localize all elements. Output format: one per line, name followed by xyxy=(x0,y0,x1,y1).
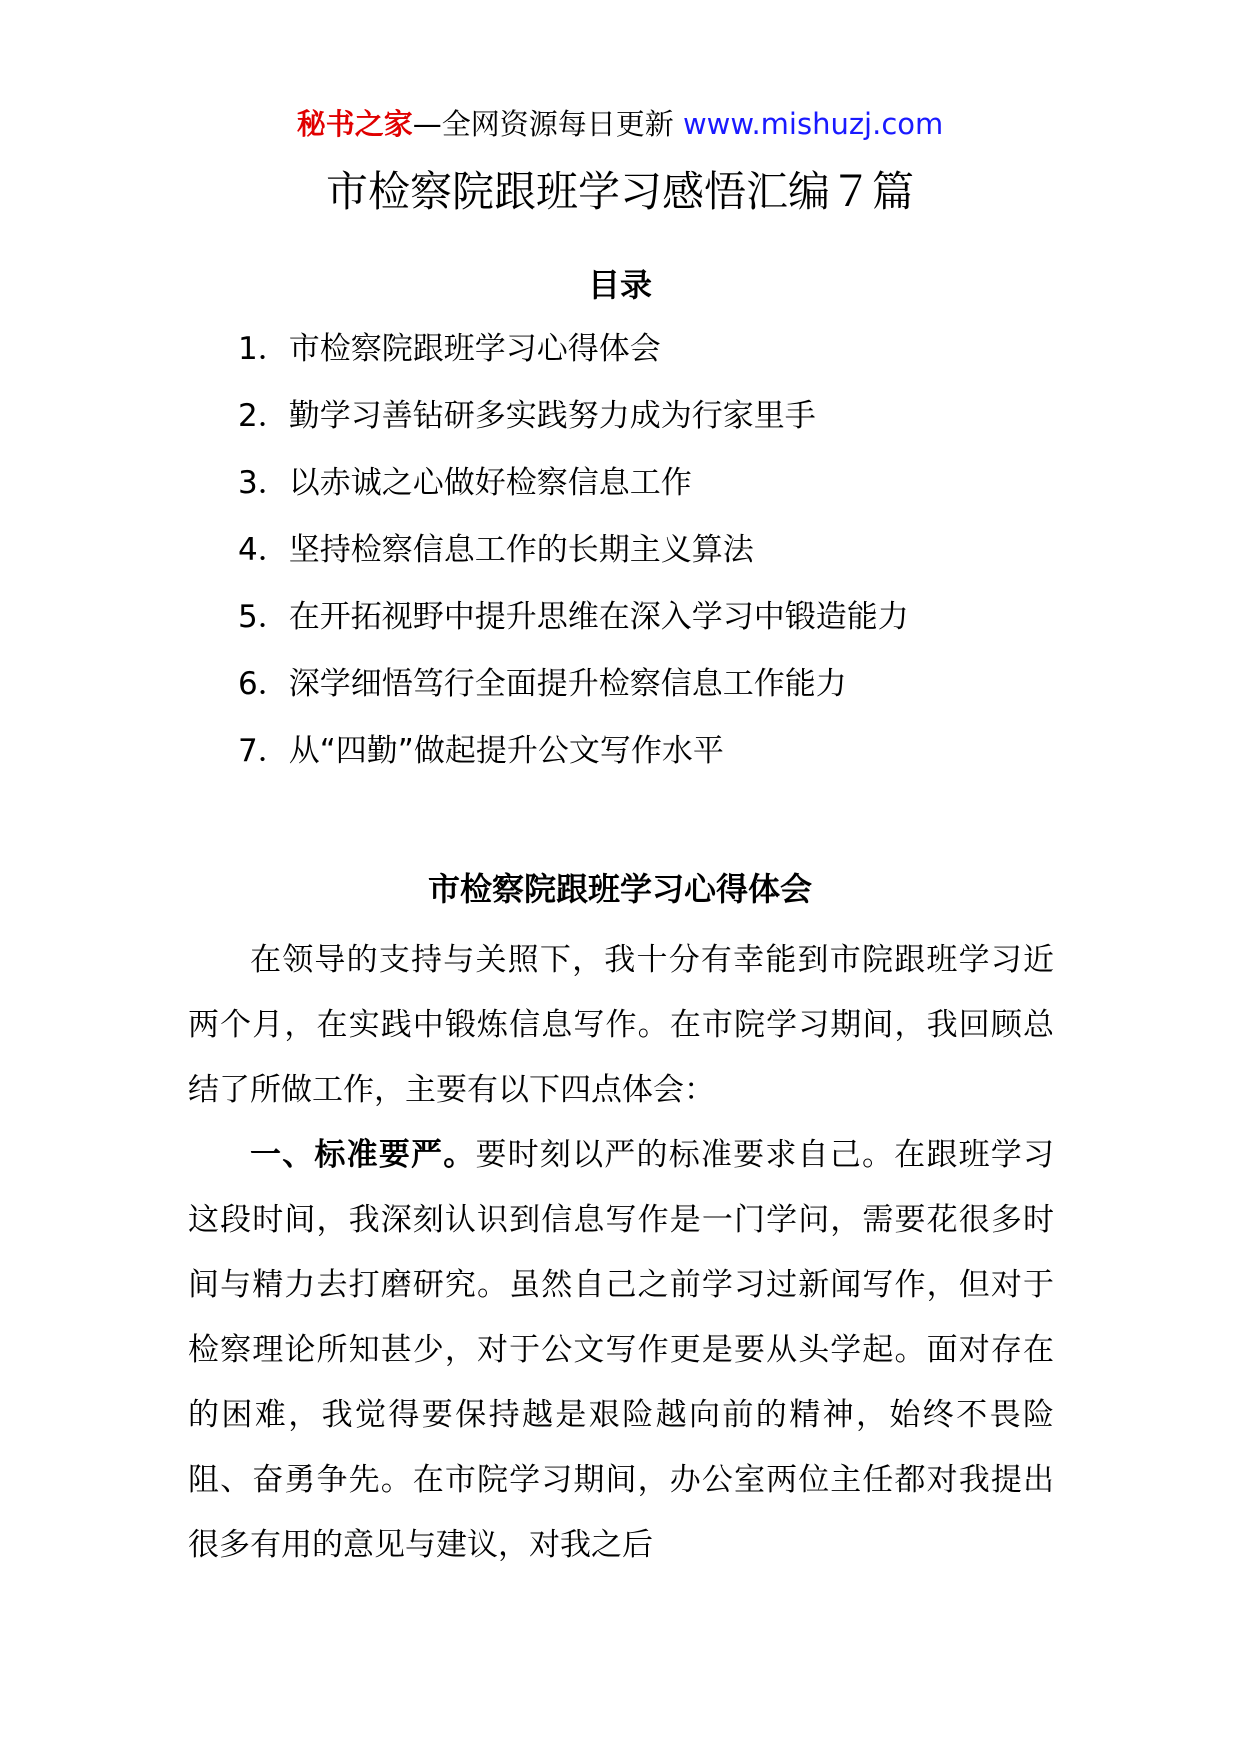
brand-name: 秘书之家 xyxy=(296,107,413,141)
section-body xyxy=(188,928,1054,1578)
toc-item: 1．市检察院跟班学习心得体会 xyxy=(238,331,661,367)
header-tagline: —全网资源每日更新 xyxy=(412,107,683,141)
site-header xyxy=(0,102,1240,146)
toc-item: 5．在开拓视野中提升思维在深入学习中锻造能力 xyxy=(238,599,909,635)
toc-item: 2．勤学习善钻研多实践努力成为行家里手 xyxy=(238,398,816,434)
document-title: 市检察院跟班学习感悟汇编７篇 xyxy=(325,167,914,216)
toc-item: 6．深学细悟笃行全面提升检察信息工作能力 xyxy=(238,666,847,702)
toc-item: 7．从“四勤”做起提升公文写作水平 xyxy=(238,733,724,769)
toc-heading: 目录 xyxy=(587,266,652,304)
toc-item: 3．以赤诚之心做好检察信息工作 xyxy=(238,465,692,501)
section-title: 市检察院跟班学习心得体会 xyxy=(427,870,812,908)
toc-item: 4．坚持检察信息工作的长期主义算法 xyxy=(238,532,754,568)
site-url-link[interactable]: www.mishuzj.com xyxy=(682,107,944,141)
paragraph: 在领导的支持与关照下，我十分有幸能到市院跟班学习近两个月，在实践中锻炼信息写作。在市院学习期间，我回顾总结了所做工作，主要有以下四点体会： xyxy=(188,942,1054,1108)
paragraph-text: 要时刻以严的标准要求自己。在跟班学习这段时间，我深刻认识到信息写作是一门学问，需要花很多时间与精力去打磨研究。虽然自己之前学习过新闻写作，但对于检察理论所知甚少，对于公文写作更是要从头学起。面对存在的困难，我觉得要保持越是艰险越向前的精神，始终不畏险阻、奋勇争先。在市院学习期间，办公室两位主任都对我提出很多有用的意见与建议，对我之后 xyxy=(188,1137,1055,1563)
table-of-contents xyxy=(238,326,909,795)
paragraph xyxy=(188,1123,1054,1578)
paragraph-lead: 一、标准要严。 xyxy=(250,1137,476,1173)
